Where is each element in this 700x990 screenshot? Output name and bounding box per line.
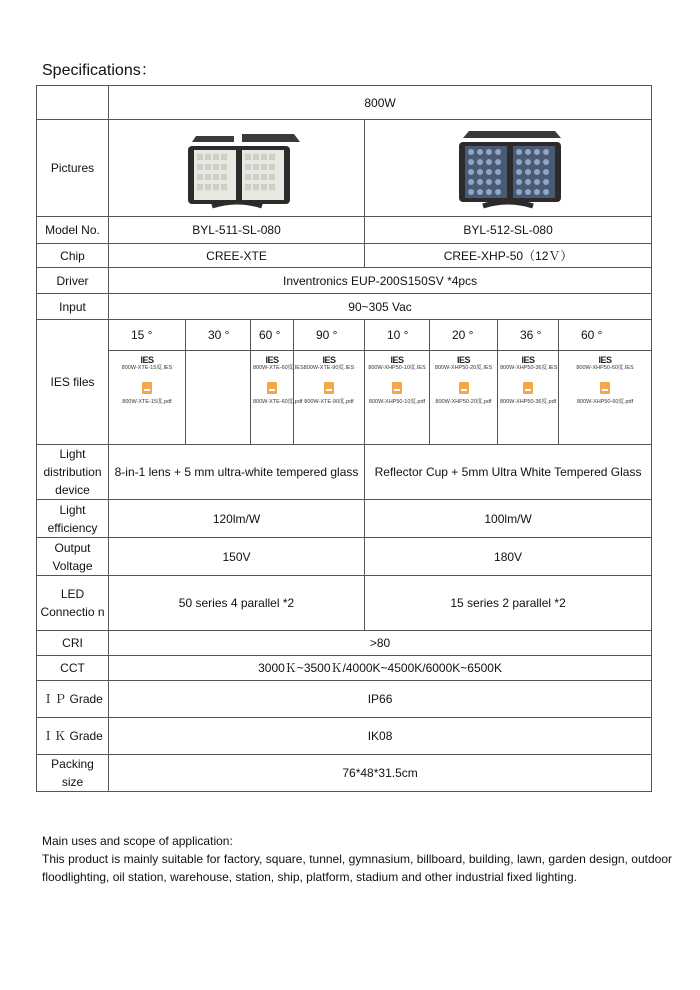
lens-label: Light distribution device <box>37 445 109 500</box>
ies-file-name[interactable]: 800W-XTE-60度.IES <box>253 365 304 371</box>
chip-label: Chip <box>37 244 109 268</box>
floodlight-xte-image <box>172 128 302 208</box>
connection-right: 15 series 2 parallel *2 <box>365 576 652 631</box>
ik-value: IK08 <box>109 718 652 755</box>
ies-angle: 10 ° <box>365 320 430 351</box>
ies-file-icon[interactable]: IES <box>456 355 470 365</box>
ies-file-icon[interactable]: IES <box>390 355 404 365</box>
lens-right: Reflector Cup + 5mm Ultra White Tempered Glass <box>365 445 652 500</box>
ies-file-cell <box>365 351 430 445</box>
voltage-right: 180V <box>365 538 652 576</box>
packing-value: 76*48*31.5cm <box>109 755 652 792</box>
ies-file-icon[interactable]: IES <box>140 355 154 365</box>
ies-file-name[interactable]: 800W-XTE-90度.IES <box>303 365 355 371</box>
ies-file-cell <box>559 351 652 445</box>
lens-left: 8-in-1 lens + 5 mm ultra-white tempered glass <box>109 445 365 500</box>
pdf-file-name[interactable]: 800W-XTE-90度.pdf <box>304 399 354 405</box>
driver-label: Driver <box>37 268 109 294</box>
chip-left: CREE-XTE <box>109 244 365 268</box>
voltage-label: Output Voltage <box>37 538 109 576</box>
ies-file-name[interactable]: 800W-XHP50-10度.IES <box>368 365 426 371</box>
pictures-label: Pictures <box>37 120 109 217</box>
efficiency-label: Light efficiency <box>37 500 109 538</box>
ies-file-cell-empty <box>186 351 251 445</box>
ies-file-icon[interactable]: IES <box>265 355 279 365</box>
uses-section <box>42 832 672 886</box>
picture-xhp <box>365 120 652 217</box>
pdf-file-name[interactable]: 800W-XHP50-60度.pdf <box>576 399 634 405</box>
pdf-file-name[interactable]: 800W-XHP50-36度.pdf <box>500 399 557 405</box>
power-cell: 800W <box>109 86 652 120</box>
pdf-file-name[interactable]: 800W-XHP50-10度.pdf <box>368 399 426 405</box>
ies-file-cell <box>109 351 186 445</box>
connection-left: 50 series 4 parallel *2 <box>109 576 365 631</box>
ies-files-label: IES files <box>37 320 109 445</box>
ik-label: ＩＫ Grade <box>37 718 109 755</box>
efficiency-left: 120lm/W <box>109 500 365 538</box>
ies-file-name[interactable]: 800W-XHP50-36度.IES <box>500 365 558 371</box>
cct-value: 3000Ｋ~3500Ｋ/4000K~4500K/6000K~6500K <box>109 656 652 681</box>
pdf-file-icon[interactable] <box>267 382 277 394</box>
ies-file-name[interactable]: 800W-XTE-15度.IES <box>121 365 173 371</box>
ies-file-name[interactable]: 800W-XHP50-20度.IES <box>434 365 493 371</box>
model-left: BYL-511-SL-080 <box>109 217 365 244</box>
floodlight-xhp-image <box>443 128 573 208</box>
cri-value: >80 <box>109 631 652 656</box>
connection-label: LED Connectio n <box>37 576 109 631</box>
efficiency-right: 100lm/W <box>365 500 652 538</box>
pdf-file-name[interactable]: 800W-XTE-60度.pdf <box>253 399 303 405</box>
ies-file-cell <box>294 351 365 445</box>
pdf-file-icon[interactable] <box>392 382 402 394</box>
uses-body: This product is mainly suitable for factory, square, tunnel, gymnasium, billboard, building, lawn, garden design, outdoor floodlighting, oil station, warehouse, station, ship, platform, stadium and other industrial fixed lighting. <box>42 852 672 884</box>
pdf-file-icon[interactable] <box>600 382 610 394</box>
ies-angle: 15 ° <box>109 320 186 351</box>
ies-angle: 60 ° <box>559 320 652 351</box>
spec-table <box>36 85 652 792</box>
empty-corner-cell <box>37 86 109 120</box>
ies-file-cell <box>498 351 559 445</box>
cct-label: CCT <box>37 656 109 681</box>
pdf-file-icon[interactable] <box>523 382 533 394</box>
page-title: Specifications： <box>42 62 157 79</box>
chip-right: CREE-XHP-50（12Ｖ） <box>365 244 652 268</box>
ies-file-icon[interactable]: IES <box>598 355 612 365</box>
driver-value: Inventronics EUP-200S150SV *4pcs <box>109 268 652 294</box>
pdf-file-name[interactable]: 800W-XTE-15度.pdf <box>122 399 172 405</box>
input-value: 90~305 Vac <box>109 294 652 320</box>
voltage-left: 150V <box>109 538 365 576</box>
ip-value: IP66 <box>109 681 652 718</box>
picture-xte <box>109 120 365 217</box>
input-label: Input <box>37 294 109 320</box>
model-label: Model No. <box>37 217 109 244</box>
ies-angle: 30 ° <box>186 320 251 351</box>
cri-label: CRI <box>37 631 109 656</box>
ies-file-cell <box>251 351 304 445</box>
uses-heading: Main uses and scope of application: <box>42 834 233 848</box>
ies-angle: 36 ° <box>498 320 559 351</box>
pdf-file-icon[interactable] <box>324 382 334 394</box>
ies-file-icon[interactable]: IES <box>521 355 535 365</box>
ies-file-icon[interactable]: IES <box>322 355 336 365</box>
model-right: BYL-512-SL-080 <box>365 217 652 244</box>
pdf-file-icon[interactable] <box>459 382 469 394</box>
ies-angle: 90 ° <box>294 320 365 351</box>
ies-angle: 60 ° <box>251 320 294 351</box>
pdf-file-icon[interactable] <box>142 382 152 394</box>
ip-label: ＩＰ Grade <box>37 681 109 718</box>
pdf-file-name[interactable]: 800W-XHP50-20度.pdf <box>435 399 492 405</box>
ies-angle: 20 ° <box>430 320 498 351</box>
ies-file-cell <box>430 351 498 445</box>
ies-file-name[interactable]: 800W-XHP50-60度.IES <box>576 365 634 371</box>
packing-label: Packing size <box>37 755 109 792</box>
